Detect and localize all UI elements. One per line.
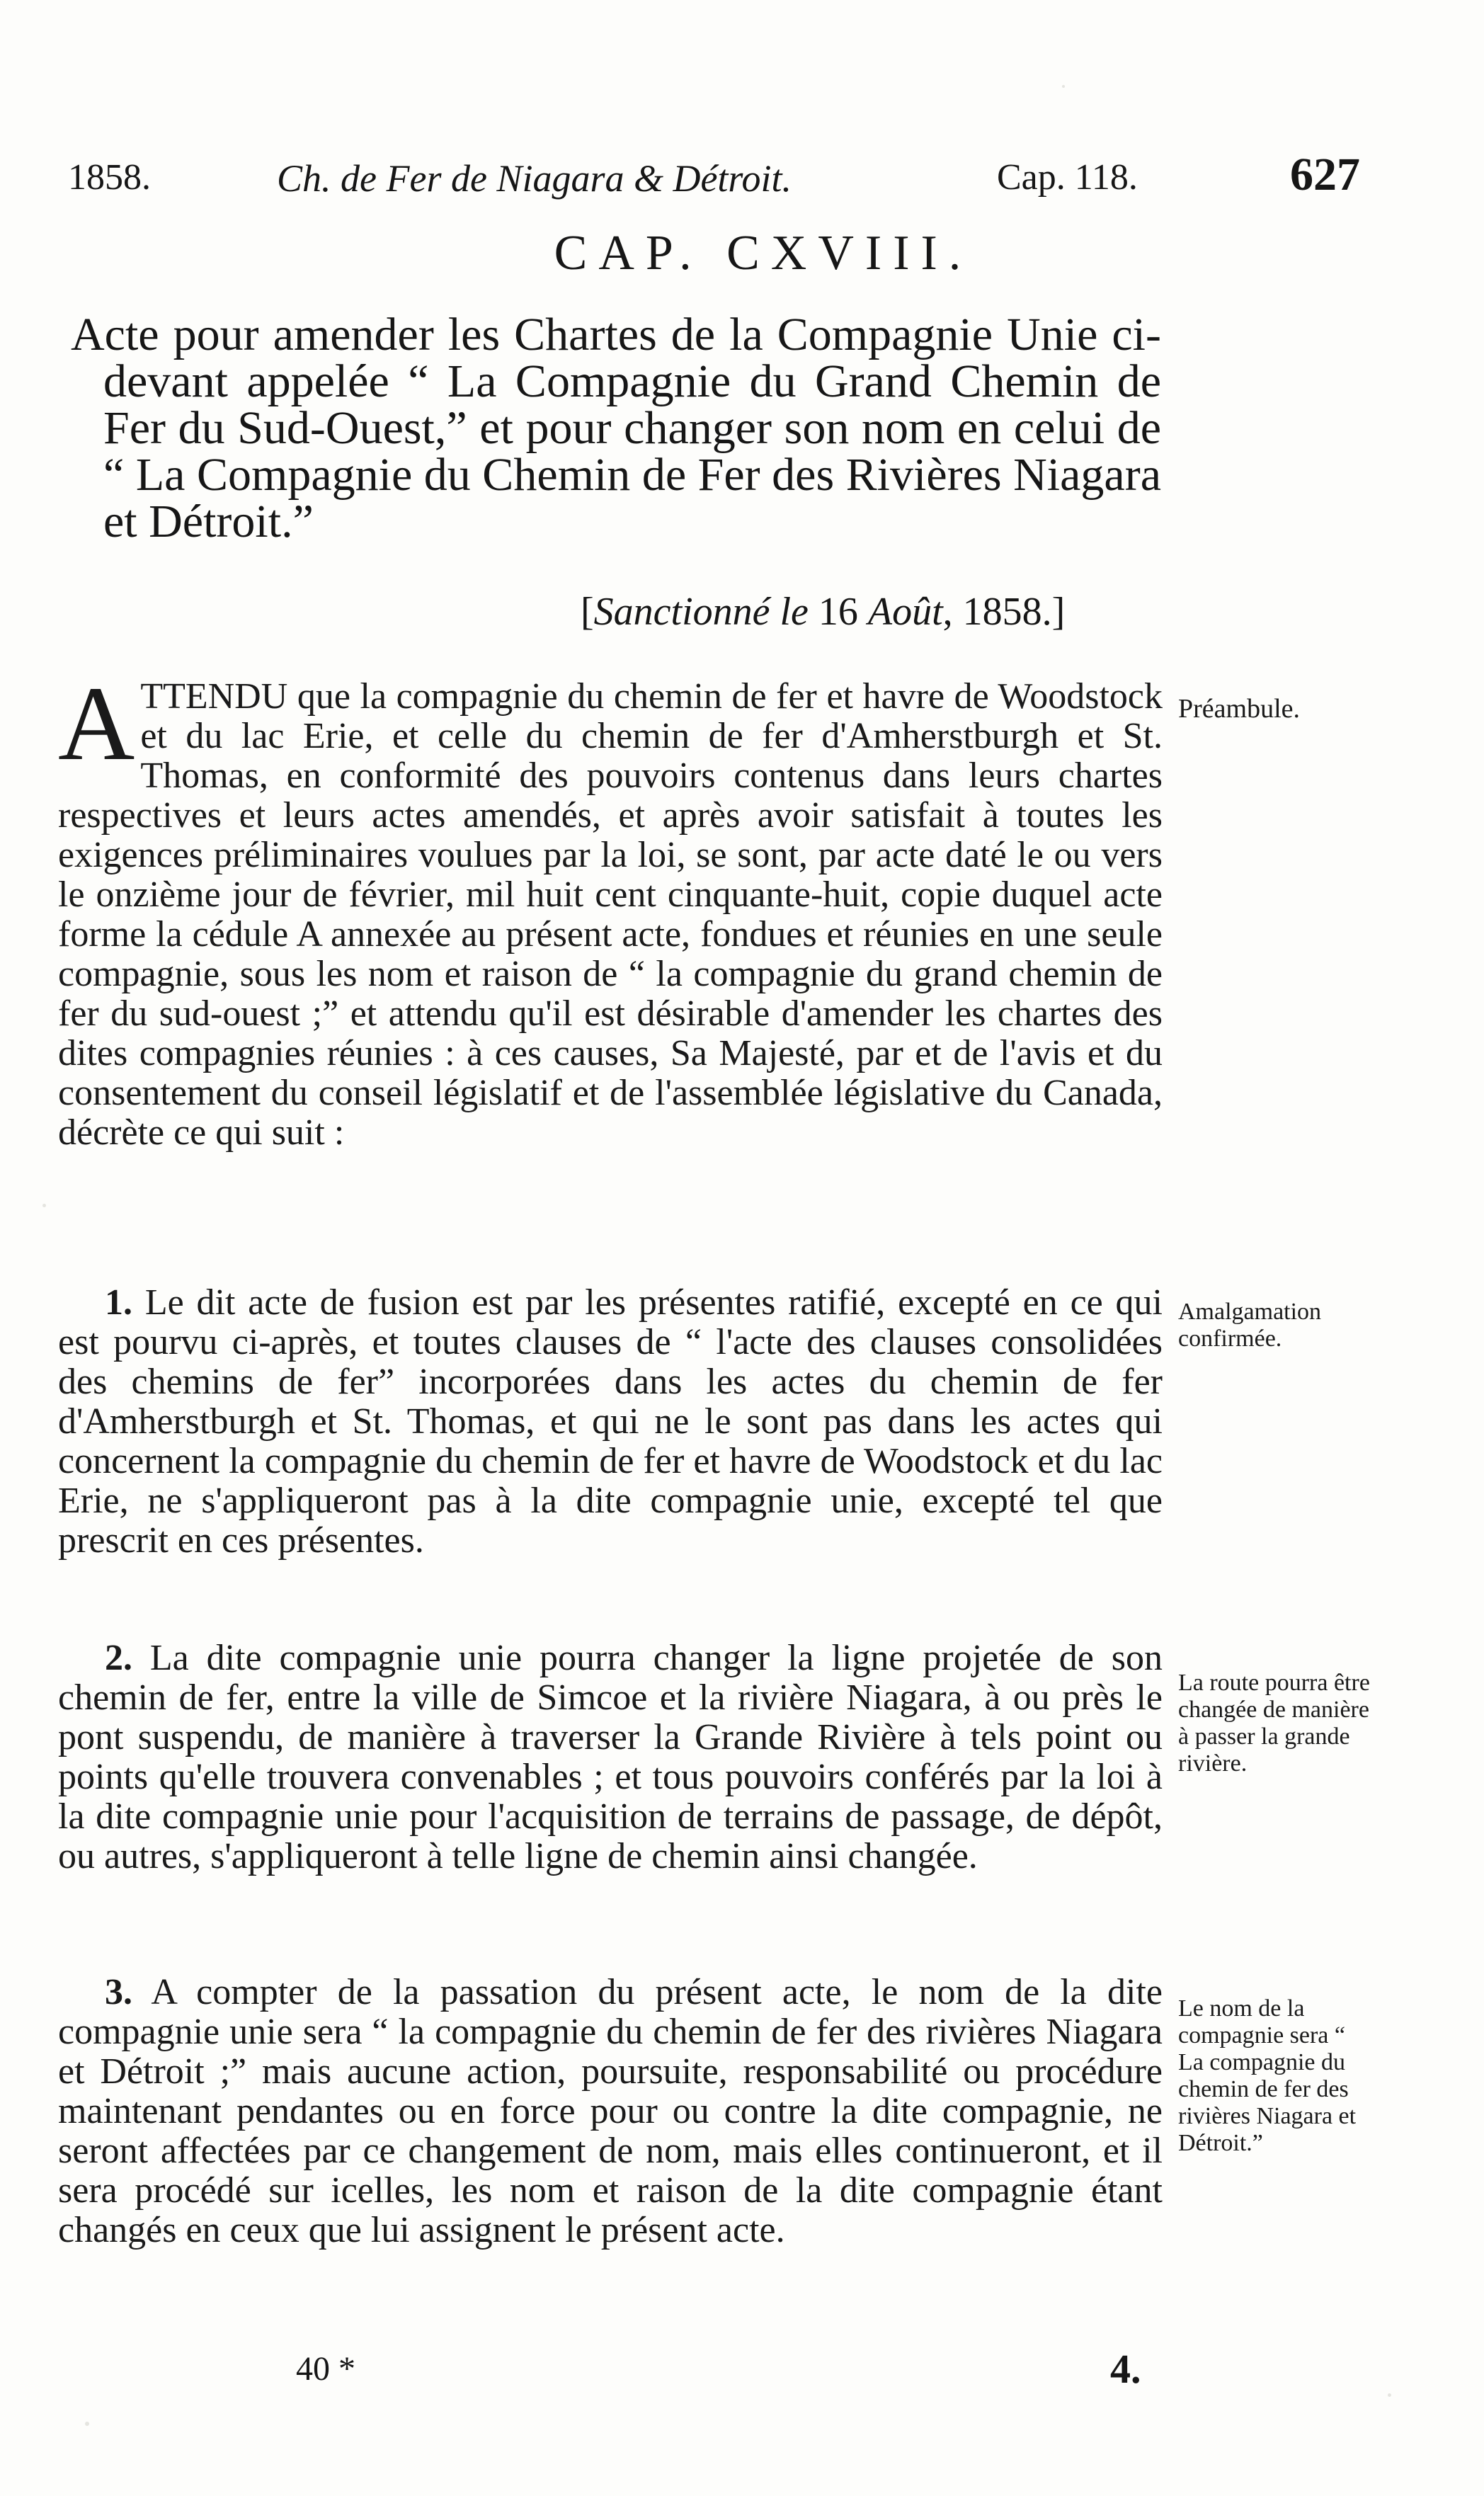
sidenote-section-3: Le nom de la compagnie sera “ La compagnie du chemin de fer des rivières Niagara et Détroit.” [1178,1995,1357,2156]
sanction-year: , 1858.] [942,590,1066,634]
sanction-date [581,589,1065,634]
running-header [68,145,1413,209]
header-year: 1858. [68,157,151,198]
preamble-drop-cap: A [58,665,135,782]
preamble-paragraph [58,665,1163,1153]
section-2-number: 2. [105,1638,132,1678]
scan-speck [1388,2393,1391,2397]
section-1-paragraph [58,1283,1163,1561]
section-2-text: La dite compagnie unie pourra changer la ligne projetée de son chemin de fer, entre la ville de Simcoe et la rivière Niagara, à ou près le pont suspendu, de manière à traverser la Grande Rivière à tels point ou points qu'elle trouvera convenables ; et tous pouvoirs conférés par la loi à la dite compagnie unie pour l'acquisition de terrains de passage, de dépôt, ou autres, s'appliqueront à telle ligne de chemin ainsi changée. [58,1638,1163,1876]
act-title: Acte pour amender les Chartes de la Compagnie Unie ci-devant appelée “ La Compagnie du Grand Chemin de Fer du Sud-Ouest,” et pour changer son nom en celui de “ La Compagnie du Chemin de Fer des Rivières Niagara et Détroit.” [71,309,1161,547]
header-chapter-reference: Cap. 118. [997,157,1138,198]
section-3-paragraph [58,1973,1163,2250]
section-1-number: 1. [105,1282,132,1323]
section-1-text: Le dit acte de fusion est par les présentes ratifié, excepté en ce qui est pourvu ci-après, et toutes clauses de “ l'acte des clauses consolidées des chemins de fer” incorporées dans les actes du chemin de fer d'Amherstburgh et St. Thomas, et qui ne le sont pas dans les actes qui concernent la compagnie du chemin de fer et havre de Woodstock et du lac Erie, ne s'appliqueront pas à la dite compagnie unie, excepté tel que prescrit en ces présentes. [58,1282,1163,1561]
sanction-label: Sanctionné le [593,590,809,634]
section-2-paragraph [58,1639,1163,1876]
page-footer [0,2346,1484,2406]
sanction-month: Août [867,590,943,634]
sidenote-preamble: Préambule. [1178,694,1301,724]
scan-speck [85,2422,89,2426]
sanction-day: 16 [808,590,868,634]
scan-speck [42,1204,46,1207]
section-3-number: 3. [105,1972,132,2012]
sanction-open: [ [581,590,594,634]
section-3-text: A compter de la passation du présent acte, le nom de la dite compagnie unie sera “ la compagnie du chemin de fer des rivières Niagara et Détroit ;” mais aucune action, poursuite, responsabilité ou procédure maintenant pendantes ou en force pour ou contre la dite compagnie, ne seront affectées par ce changement de nom, mais elles continueront, et il sera procédé sur icelles, les nom et raison de la dite compagnie étant changés en ceux que lui assignent le présent acte. [58,1972,1163,2250]
sidenote-section-1: Amalgamation confirmée. [1178,1299,1322,1352]
header-running-title: Ch. de Fer de Niagara & Détroit. [277,157,792,200]
page-number: 627 [1290,149,1360,200]
preamble-text: TTENDU que la compagnie du chemin de fer et havre de Woodstock et du lac Erie, et celle du chemin de fer d'Amherstburgh et St. Thomas, en conformité des pouvoirs contenus dans leurs chartes respectives et leurs actes amendés, et après avoir satisfait à toutes les exigences préliminaires voulues par la loi, se sont, par acte daté le ou vers le onzième jour de février, mil huit cent cinquante-huit, copie duquel acte forme la cédule A annexée au présent acte, fondues et réunies en une seule compagnie, sous les nom et raison de “ la compagnie du grand chemin de fer du sud-ouest ;” et attendu qu'il est désirable d'amender les chartes des dites compagnies réunies : à ces causes, Sa Majesté, par et de l'avis et du consentement du conseil législatif et de l'assemblée législative du Canada, décrète ce qui suit : [58,676,1163,1153]
chapter-heading: CAP. CXVIII. [554,226,973,280]
sidenote-section-2: La route pourra être changée de manière à passer la grande rivière. [1178,1670,1370,1777]
next-section-catchword: 4. [1110,2346,1141,2392]
scan-speck [1062,85,1065,88]
signature-mark: 40 * [296,2350,355,2388]
